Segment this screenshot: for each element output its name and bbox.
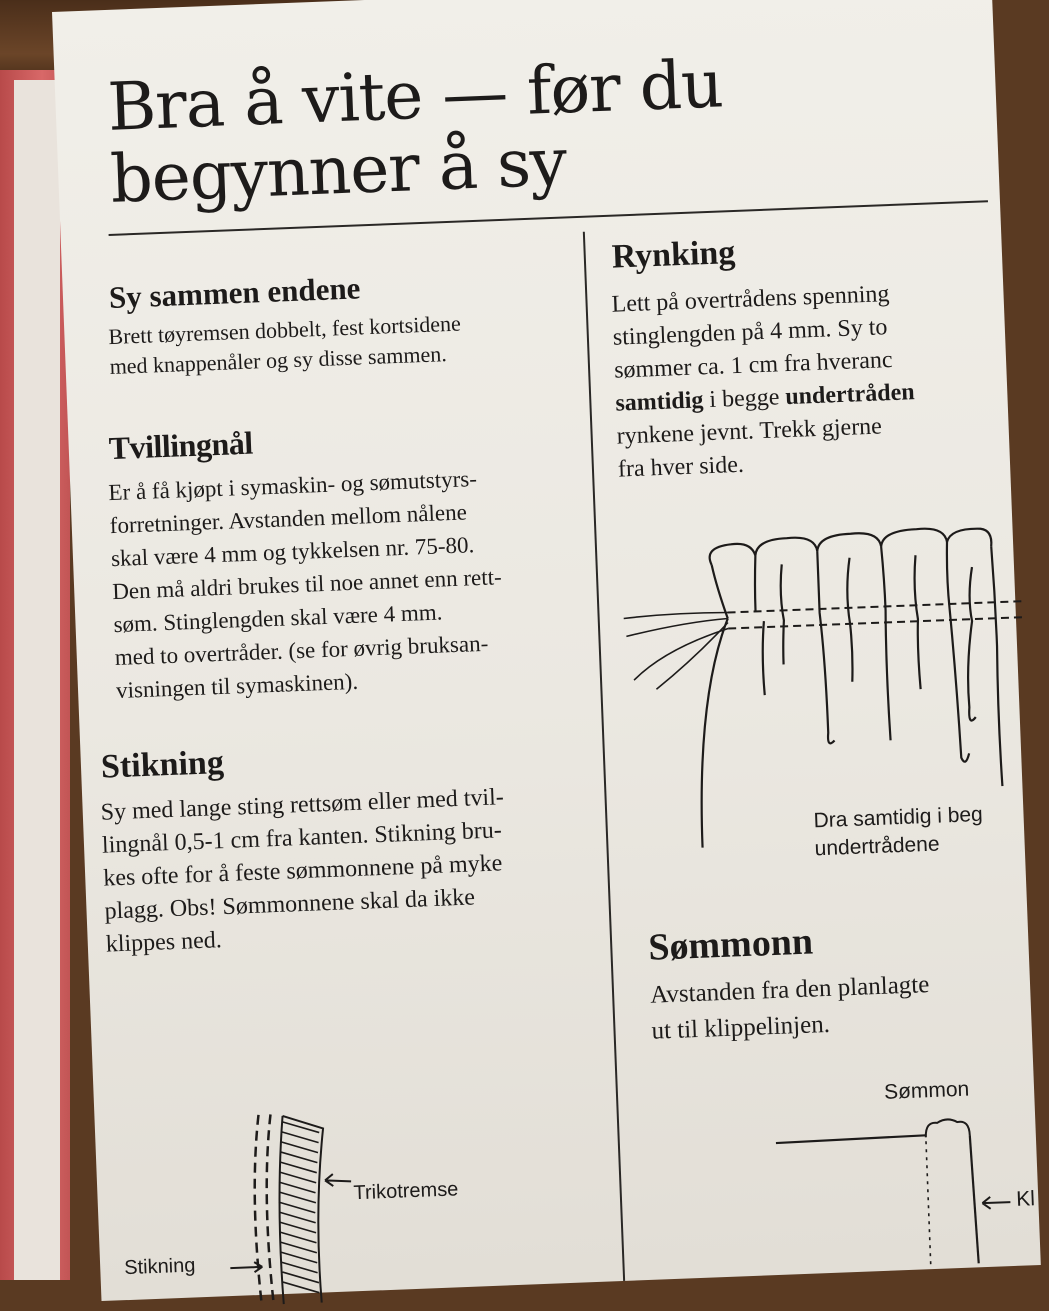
paragraph-sy-sammen-endene: [108, 309, 463, 382]
text-line: med to overtråder. (se for øvrig bruksan-: [114, 630, 489, 671]
title-line-2: begynner å sy: [108, 123, 568, 218]
paragraph-tvillingnal: [108, 461, 506, 707]
paragraph-rynking: [611, 277, 918, 486]
cut-edge: [970, 1135, 979, 1263]
bold-undertraden: undertråden: [784, 379, 916, 411]
gathering-illustration: [620, 515, 1032, 850]
text-line: Avstanden fra den planlagte: [649, 971, 930, 1009]
arrow-to-cut-line: [982, 1196, 1010, 1209]
paragraph-sommonn: [650, 967, 932, 1050]
fold-line: [926, 1141, 931, 1265]
text-line: rynkene jevnt. Trekk gjerne: [616, 413, 883, 450]
text-line: sømmer ca. 1 cm fra hveranc: [613, 347, 894, 384]
page-title: [106, 45, 726, 218]
text-line: Lett på overtrådens spenning: [611, 281, 890, 318]
previous-pages-edge: [14, 80, 60, 1280]
text-line: plagg. Obs! Sømmonnene skal da ikke: [104, 884, 476, 925]
heading-stikning: Stikning: [100, 743, 225, 786]
text-line: Er å få kjøpt i symaskin- og sømutstyrs-: [108, 466, 478, 506]
text-line: med knappenåler og sy disse sammen.: [109, 341, 448, 380]
text-line: lingnål 0,5-1 cm fra kanten. Stikning bru-: [101, 817, 503, 859]
gathering-stitches: [728, 601, 1024, 628]
heading-sy-sammen-endene: Sy sammen endene: [108, 270, 361, 316]
caption-line: Dra samtidig i beg: [813, 802, 984, 833]
text-line: stinglengden på 4 mm. Sy to: [612, 314, 888, 351]
paragraph-stikning: [100, 781, 509, 961]
book-page: [52, 0, 1041, 1301]
text-line: fra hver side.: [617, 451, 745, 483]
text-line: visningen til symaskinen).: [115, 668, 359, 704]
caption-line: undertrådene: [814, 832, 940, 861]
text-line: skal være 4 mm og tykkelsen nr. 75-80.: [110, 532, 475, 572]
allowance-bracket: [925, 1119, 970, 1138]
fabric-pleats: [691, 526, 1005, 848]
label-sommon: Sømmon: [883, 1077, 970, 1104]
text-line: forretninger. Avstanden mellom nålene: [109, 499, 468, 539]
text-line: Sy med lange sting rettsøm eller med tvil-: [100, 784, 505, 826]
label-trikotremse: Trikotremse: [353, 1178, 459, 1205]
title-line-1: Bra å vite — før du: [106, 45, 724, 146]
hem-line: [776, 1135, 926, 1143]
stitch-lines: [251, 1114, 277, 1305]
heading-tvillingnal: Tvillingnål: [108, 424, 254, 467]
label-kl: Kl: [1015, 1187, 1036, 1211]
text-line: søm. Stinglengden skal være 4 mm.: [113, 599, 443, 638]
arrow-to-trikotremse: [325, 1173, 351, 1186]
arrow-to-stitching: [228, 1259, 269, 1277]
thread-ends: [624, 612, 731, 691]
bold-samtidig: samtidig: [614, 387, 704, 417]
text-fragment: i begge: [702, 384, 786, 414]
text-line: kes ofte for å feste sømmonnene på myke: [102, 850, 503, 892]
text-line: klippes ned.: [105, 927, 223, 958]
text-line: Den må aldri brukes til noe annet enn rett-: [111, 564, 503, 605]
text-line: ut til klippelinjen.: [651, 1010, 831, 1045]
text-line: Brett tøyremsen dobbelt, fest kortsidene: [108, 310, 462, 350]
label-stikning: Stikning: [123, 1254, 196, 1280]
heading-rynking: Rynking: [611, 233, 736, 276]
seam-allowance-illustration: [775, 1111, 1041, 1271]
heading-sommonn: Sømmonn: [647, 920, 814, 969]
caption-dra-samtidig: [813, 801, 984, 863]
